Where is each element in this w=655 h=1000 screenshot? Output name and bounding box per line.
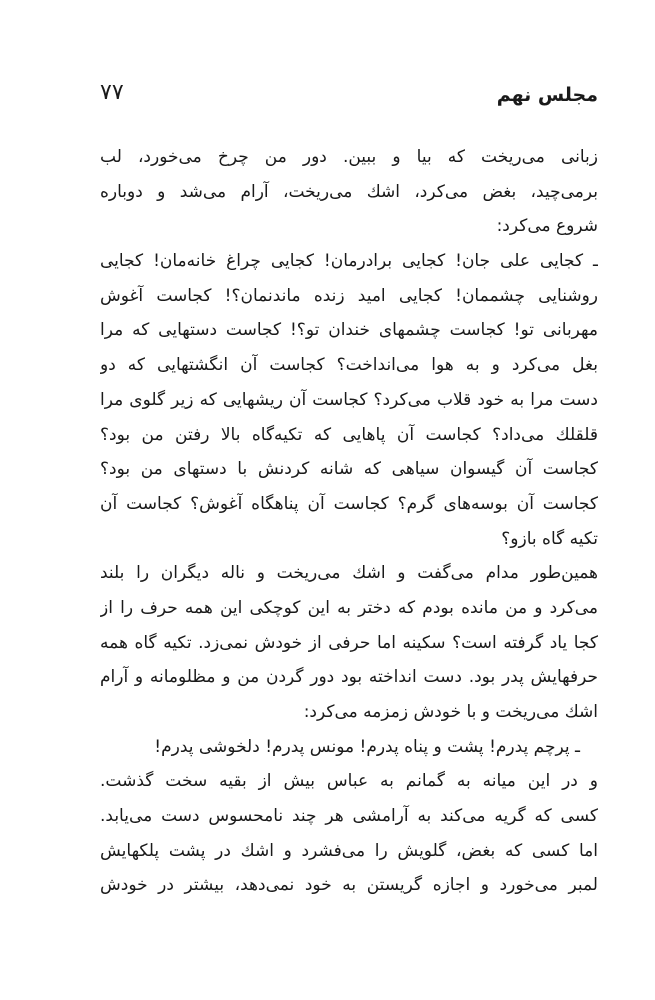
text-line: تکیه گاه بازو؟ — [501, 528, 598, 549]
text-line: کجا یاد گرفته است؟ سکینه اما حرفی از خودش نمی‌زد. تکیه گاه همه — [100, 632, 598, 653]
running-head: مجلس نهم — [496, 84, 598, 106]
body-text — [100, 140, 598, 903]
text-line: بغل می‌کرد و به هوا می‌انداخت؟ کجاست آن انگشتهایی که دو — [100, 355, 598, 376]
text-line: اشك می‌ریخت و با خودش زمزمه می‌کرد: — [303, 702, 598, 722]
text-line: اما کسی که بغض، گلویش را می‌فشرد و اشك در پشت پلکهایش — [100, 840, 598, 861]
text-line: کسی که گریه می‌کند به آرامشی هر چند نامحسوس دست می‌یابد. — [100, 806, 598, 827]
text-line: ـ کجایی علی جان! کجایی برادرمان! کجایی چراغ خانه‌مان! کجایی — [100, 251, 598, 272]
text-line: دست مرا به خود قلاب می‌کرد؟ کجاست آن ریشهایی که زیر گلوی مرا — [100, 389, 598, 410]
text-line: کجاست آن بوسه‌های گرم؟ کجاست آن پناهگاه آغوش؟ کجاست آن — [100, 493, 598, 514]
text-line: زبانی می‌ریخت که بیا و ببین. دور من چرخ می‌خورد، لب — [100, 147, 598, 167]
text-line: برمی‌چید، بغض می‌کرد، اشك می‌ریخت، آرام می‌شد و دوباره — [100, 181, 598, 202]
text-line: مهربانی تو! کجاست چشمهای خندان تو؟! کجاست دستهایی که مرا — [100, 320, 598, 341]
text-line: و در این میانه به گمانم به عباس بیش از بقیه سخت گذشت. — [100, 771, 598, 792]
text-line: شروع می‌کرد: — [496, 216, 598, 237]
text-line: روشنایی چشممان! کجایی امید زنده ماندنمان؟! کجاست آغوش — [100, 285, 598, 306]
text-line: کجاست آن گیسوان سیاهی که شانه کردنش با دستهای من بود؟ — [100, 459, 598, 480]
page-header — [100, 80, 598, 120]
text-line: ـ پرچم پدرم! پشت و پناه پدرم! مونس پدرم! دلخوشی پدرم! — [154, 736, 580, 757]
text-line: می‌کرد و من مانده بودم که دختر به این کوچکی این همه حرف را از — [100, 597, 598, 618]
text-line: همین‌طور مدام می‌گفت و اشك می‌ریخت و ناله دیگران را بلند — [100, 563, 598, 584]
text-line: حرفهایش پدر بود. دست انداخته بود دور گردن من و مظلومانه و آرام — [100, 667, 598, 688]
page-number: ۷۷ — [100, 80, 124, 105]
text-line: لمبر می‌خورد و اجازه گریستن به خود نمی‌دهد، بیشتر در خودش — [100, 875, 598, 896]
text-line: قلقلك می‌داد؟ کجاست آن پاهایی که تکیه‌گاه بالا رفتن من بود؟ — [100, 424, 598, 445]
